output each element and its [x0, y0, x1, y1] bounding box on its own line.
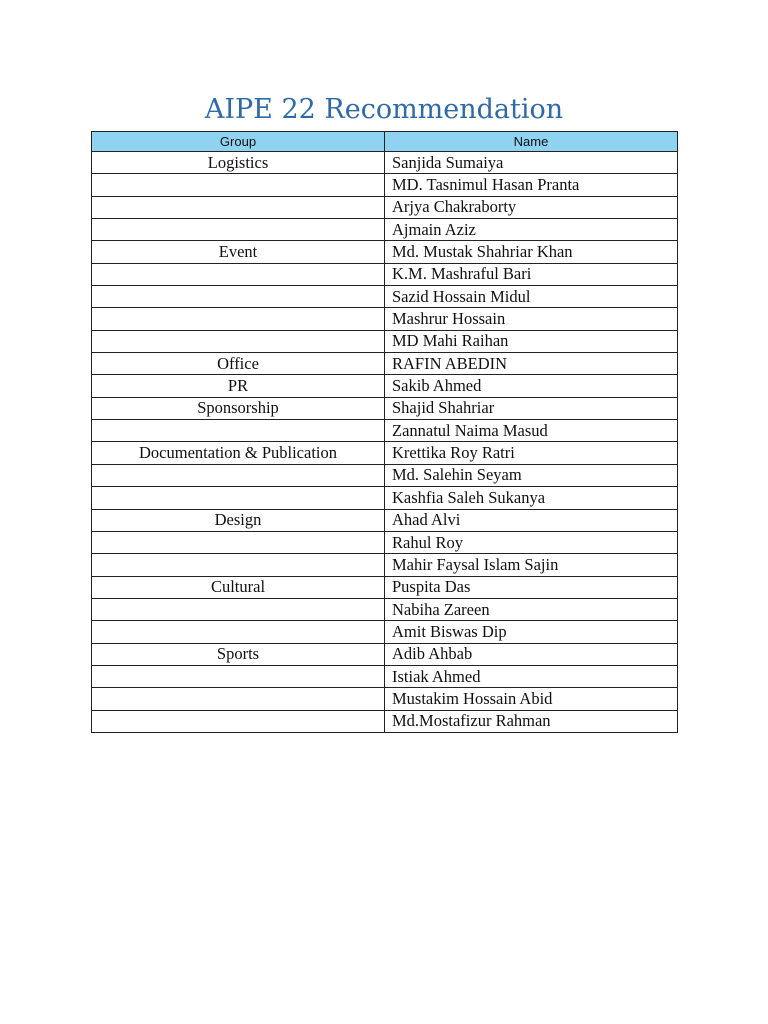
name-cell: Shajid Shahriar: [385, 397, 678, 419]
group-cell: [92, 174, 385, 196]
name-cell: Mustakim Hossain Abid: [385, 688, 678, 710]
group-cell: Documentation & Publication: [92, 442, 385, 464]
name-cell: Md. Salehin Seyam: [385, 464, 678, 486]
table-row: [92, 397, 678, 419]
table-row: [92, 420, 678, 442]
group-cell: [92, 308, 385, 330]
table-row: [92, 621, 678, 643]
group-cell: [92, 196, 385, 218]
table-row: [92, 464, 678, 486]
table-header-row: [92, 132, 678, 152]
group-cell: Office: [92, 353, 385, 375]
table-row: [92, 598, 678, 620]
group-cell: [92, 665, 385, 687]
group-cell: [92, 621, 385, 643]
table-row: [92, 263, 678, 285]
group-cell: Cultural: [92, 576, 385, 598]
name-cell: K.M. Mashraful Bari: [385, 263, 678, 285]
name-cell: Krettika Roy Ratri: [385, 442, 678, 464]
name-cell: Puspita Das: [385, 576, 678, 598]
group-cell: [92, 330, 385, 352]
name-cell: Sanjida Sumaiya: [385, 152, 678, 174]
group-cell: [92, 710, 385, 732]
table-row: [92, 152, 678, 174]
name-cell: Nabiha Zareen: [385, 598, 678, 620]
table-row: [92, 710, 678, 732]
name-cell: Amit Biswas Dip: [385, 621, 678, 643]
name-cell: MD Mahi Raihan: [385, 330, 678, 352]
table-row: [92, 688, 678, 710]
group-cell: [92, 219, 385, 241]
column-header-name: Name: [385, 132, 678, 152]
table-row: [92, 353, 678, 375]
column-header-group: Group: [92, 132, 385, 152]
table-body: [92, 152, 678, 733]
group-cell: [92, 688, 385, 710]
name-cell: Istiak Ahmed: [385, 665, 678, 687]
table-row: [92, 375, 678, 397]
table-row: [92, 308, 678, 330]
table-row: [92, 241, 678, 263]
group-cell: [92, 286, 385, 308]
recommendation-table: [91, 131, 678, 733]
name-cell: Zannatul Naima Masud: [385, 420, 678, 442]
group-cell: PR: [92, 375, 385, 397]
name-cell: Kashfia Saleh Sukanya: [385, 487, 678, 509]
group-cell: Sports: [92, 643, 385, 665]
name-cell: Rahul Roy: [385, 531, 678, 553]
name-cell: RAFIN ABEDIN: [385, 353, 678, 375]
table-row: [92, 554, 678, 576]
name-cell: Md. Mustak Shahriar Khan: [385, 241, 678, 263]
group-cell: [92, 420, 385, 442]
table-row: [92, 665, 678, 687]
group-cell: Event: [92, 241, 385, 263]
name-cell: Ajmain Aziz: [385, 219, 678, 241]
group-cell: [92, 263, 385, 285]
group-cell: Sponsorship: [92, 397, 385, 419]
group-cell: [92, 531, 385, 553]
table-row: [92, 442, 678, 464]
name-cell: Sakib Ahmed: [385, 375, 678, 397]
table-row: [92, 531, 678, 553]
table-row: [92, 509, 678, 531]
group-cell: [92, 464, 385, 486]
group-cell: [92, 598, 385, 620]
group-cell: Design: [92, 509, 385, 531]
name-cell: Ahad Alvi: [385, 509, 678, 531]
group-cell: Logistics: [92, 152, 385, 174]
name-cell: Mahir Faysal Islam Sajin: [385, 554, 678, 576]
table-row: [92, 286, 678, 308]
group-cell: [92, 554, 385, 576]
name-cell: MD. Tasnimul Hasan Pranta: [385, 174, 678, 196]
table-row: [92, 219, 678, 241]
name-cell: Mashrur Hossain: [385, 308, 678, 330]
table-row: [92, 174, 678, 196]
table-row: [92, 196, 678, 218]
name-cell: Md.Mostafizur Rahman: [385, 710, 678, 732]
group-cell: [92, 487, 385, 509]
table-row: [92, 330, 678, 352]
table-row: [92, 576, 678, 598]
table-row: [92, 643, 678, 665]
name-cell: Sazid Hossain Midul: [385, 286, 678, 308]
table-row: [92, 487, 678, 509]
page-title: AIPE 22 Recommendation: [204, 94, 564, 125]
name-cell: Adib Ahbab: [385, 643, 678, 665]
name-cell: Arjya Chakraborty: [385, 196, 678, 218]
